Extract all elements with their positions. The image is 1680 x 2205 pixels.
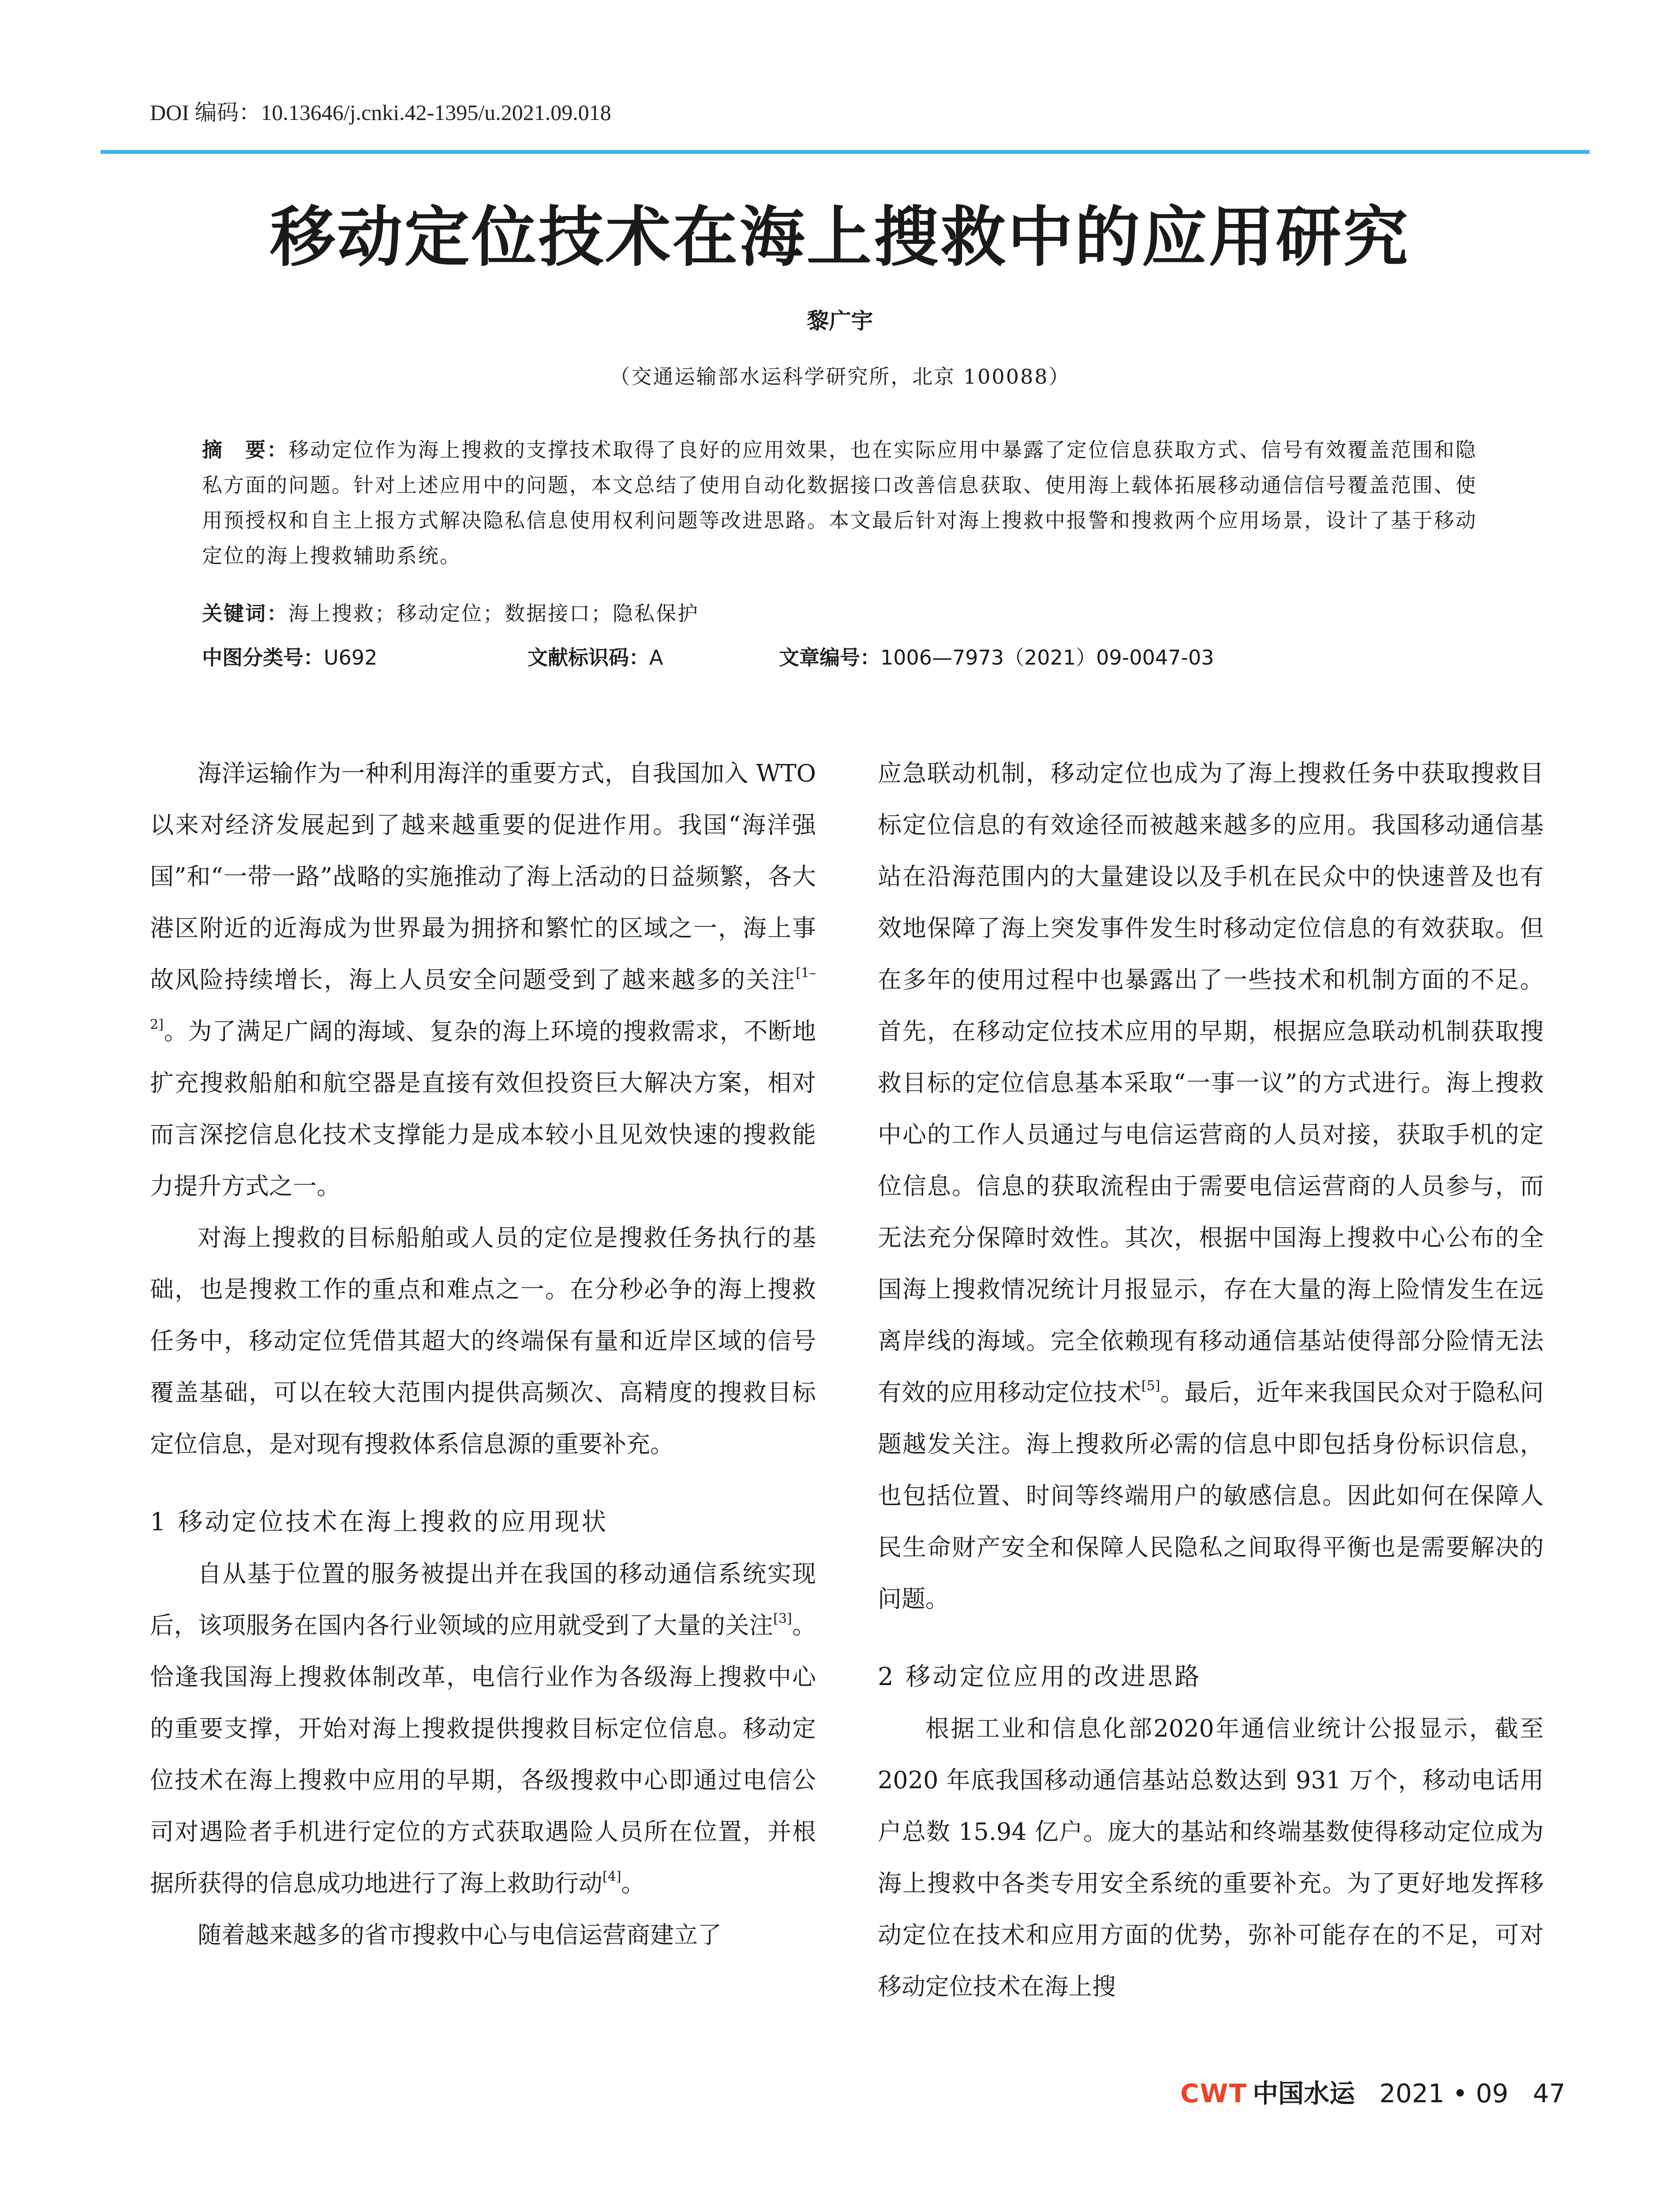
- paragraph: 对海上搜救的目标船舶或人员的定位是搜救任务执行的基础，也是搜救工作的重点和难点之一。在分秒必争的海上搜救任务中，移动定位凭借其超大的终端保有量和近岸区域的信号覆盖基础，可以在较大范围内提供高频次、高精度的搜救目标定位信息，是对现有搜救体系信息源的重要补充。: [150, 1224, 816, 1458]
- right-column: [878, 747, 1544, 2012]
- section-heading-2: 2 移动定位应用的改进思路: [878, 1663, 1202, 1691]
- document-code: [528, 642, 663, 671]
- article-no-label: 文章编号：: [779, 646, 880, 669]
- doi-line: DOI 编码：10.13646/j.cnki.42-1395/u.2021.09.018: [150, 100, 611, 125]
- issue: 2021 • 09: [1379, 2078, 1508, 2108]
- paragraph: 海洋运输作为一种利用海洋的重要方式，自我国加入 WTO 以来对经济发展起到了越来越重要的促进作用。我国“海洋强国”和“一带一路”战略的实施推动了海上活动的日益频繁，各大港区附近的近海成为世界最为拥挤和繁忙的区域之一，海上事故风险持续增长，海上人员安全问题受到了越来越多的关注[1–2]。为了满足广阔的海域、复杂的海上环境的搜救需求，不断地扩充搜救船舶和航空器是直接有效但投资巨大解决方案，相对而言深挖信息化技术支撑能力是成本较小且见效快速的搜救能力提升方式之一。: [150, 759, 816, 1200]
- abstract: [202, 432, 1490, 573]
- keywords-text: 海上搜救；移动定位；数据接口；隐私保护: [288, 602, 699, 625]
- keywords-label: 关键词：: [202, 602, 288, 625]
- citation: [4]: [602, 1869, 621, 1884]
- article-title: 移动定位技术在海上搜救中的应用研究: [270, 199, 1410, 275]
- citation: [3]: [773, 1611, 792, 1626]
- citation: [5]: [1141, 1378, 1160, 1394]
- clc-number: [202, 642, 377, 671]
- article-no-value: 1006—7973（2021）09-0047-03: [880, 646, 1214, 669]
- keywords: [202, 598, 699, 627]
- abstract-text: 移动定位作为海上搜救的支撑技术取得了良好的应用效果，也在实际应用中暴露了定位信息获取方式、信号有效覆盖范围和隐私方面的问题。针对上述应用中的问题，本文总结了使用自动化数据接口改善信息获取、使用海上载体拓展移动通信信号覆盖范围、使用预授权和自主上报方式解决隐私信息使用权利问题等改进思路。本文最后针对海上搜救中报警和搜救两个应用场景，设计了基于移动定位的海上搜救辅助系统。: [202, 438, 1477, 568]
- abstract-label: 摘 要：: [202, 438, 288, 462]
- article-number: [779, 642, 1214, 671]
- left-column: [150, 747, 816, 1961]
- paragraph: 应急联动机制，移动定位也成为了海上搜救任务中获取搜救目标定位信息的有效途径而被越来越多的应用。我国移动通信基站在沿海范围内的大量建设以及手机在民众中的快速普及也有效地保障了海上突发事件发生时移动定位信息的有效获取。但在多年的使用过程中也暴露出了一些技术和机制方面的不足。首先，在移动定位技术应用的早期，根据应急联动机制获取搜救目标的定位信息基本采取“一事一议”的方式进行。海上搜救中心的工作人员通过与电信运营商的人员对接，获取手机的定位信息。信息的获取流程由于需要电信运营商的人员参与，而无法充分保障时效性。其次，根据中国海上搜救中心公布的全国海上搜救情况统计月报显示，存在大量的海上险情发生在远离岸线的海域。完全依赖现有移动通信基站使得部分险情无法有效的应用移动定位技术[5]。最后，近年来我国民众对于隐私问题越发关注。海上搜救所必需的信息中即包括身份标识信息，也包括位置、时间等终端用户的敏感信息。因此如何在保障人民生命财产安全和保障人民隐私之间取得平衡也是需要解决的问题。: [878, 759, 1544, 1613]
- citation: [1–2]: [150, 965, 816, 1032]
- header-rule: [101, 150, 1590, 154]
- magazine-name: 中国水运: [1253, 2078, 1355, 2108]
- clc-value: U692: [324, 646, 378, 669]
- affiliation: （交通运输部水运科学研究所，北京 100088）: [610, 365, 1070, 389]
- brand-logo: CWT: [1180, 2078, 1248, 2108]
- doc-code-label: 文献标识码：: [528, 646, 649, 669]
- section-heading-1: 1 移动定位技术在海上搜救的应用现状: [150, 1508, 609, 1536]
- paragraph: 自从基于位置的服务被提出并在我国的移动通信系统实现后，该项服务在国内各行业领域的应用就受到了大量的关注[3]。恰逢我国海上搜救体制改革，电信行业作为各级海上搜救中心的重要支撑，开始对海上搜救提供搜救目标定位信息。移动定位技术在海上搜救中应用的早期，各级搜救中心即通过电信公司对遇险者手机进行定位的方式获取遇险人员所在位置，并根据所获得的信息成功地进行了海上救助行动[4]。: [150, 1560, 816, 1897]
- paragraph: 随着越来越多的省市搜救中心与电信运营商建立了: [198, 1921, 722, 1949]
- author: 黎广宇: [807, 308, 873, 334]
- page-number: 47: [1533, 2078, 1565, 2108]
- clc-label: 中图分类号：: [202, 646, 324, 669]
- paragraph: 根据工业和信息化部2020年通信业统计公报显示，截至 2020 年底我国移动通信基站总数达到 931 万个，移动电话用户总数 15.94 亿户。庞大的基站和终端基数使得移动定位成为海上搜救中各类专用安全系统的重要补充。为了更好地发挥移动定位在技术和应用方面的优势，弥补可能存在的不足，可对移动定位技术在海上搜: [878, 1715, 1544, 2000]
- doc-code-value: A: [649, 646, 663, 669]
- page-footer: [1180, 2073, 1565, 2110]
